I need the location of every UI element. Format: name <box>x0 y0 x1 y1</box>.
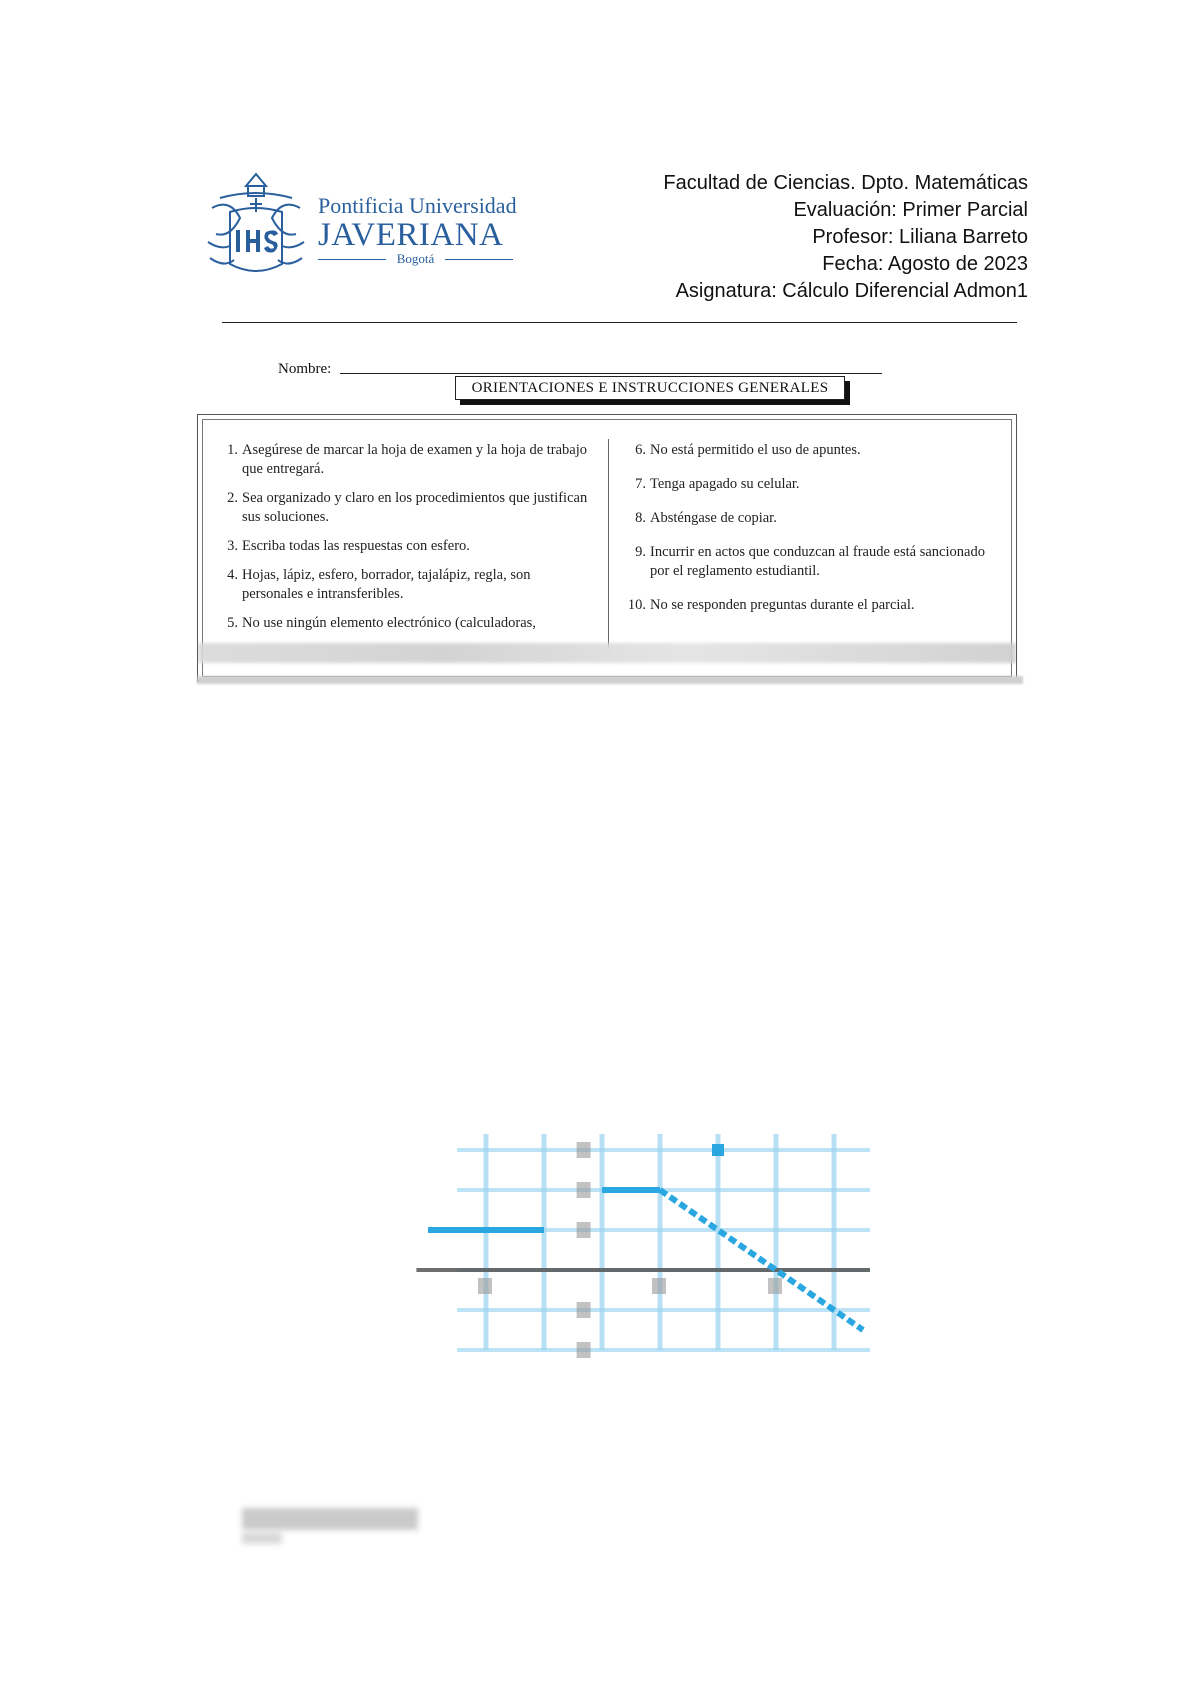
x-tick-label <box>652 1278 666 1294</box>
instructions-box-shadow <box>197 676 1023 684</box>
instruction-number: 1. <box>227 442 238 458</box>
instruction-item <box>626 441 996 460</box>
university-logo <box>200 168 520 280</box>
instructions-box <box>197 414 1017 682</box>
instruction-text: Escriba todas las respuestas con esfero. <box>242 538 470 554</box>
logo-line-2: JAVERIANA <box>318 217 504 253</box>
instruction-number: 9. <box>635 544 646 560</box>
y-tick-label <box>577 1142 591 1158</box>
header-professor: Profesor: Liliana Barreto <box>812 226 1028 248</box>
y-tick-label <box>577 1342 591 1358</box>
instruction-item <box>218 489 588 527</box>
y-tick-label <box>577 1302 591 1318</box>
instruction-number: 6. <box>635 442 646 458</box>
instructions-column-divider <box>608 439 609 649</box>
y-tick-label <box>577 1182 591 1198</box>
instruction-item <box>218 614 588 633</box>
header-subject: Asignatura: Cálculo Diferencial Admon1 <box>675 280 1028 302</box>
blurred-caption-sub <box>242 1532 282 1544</box>
instruction-item <box>626 543 996 581</box>
y-tick-label <box>577 1222 591 1238</box>
instruction-item <box>218 441 588 479</box>
instruction-item <box>626 475 996 494</box>
instruction-text: Incurrir en actos que conduzcan al fraude está sancionado por el reglamento estudiantil. <box>650 544 985 579</box>
instruction-number: 5. <box>227 615 238 631</box>
nombre-label: Nombre: <box>278 361 332 377</box>
graph-point <box>712 1144 724 1156</box>
instruction-text: No se responden preguntas durante el parcial. <box>650 597 915 613</box>
instruction-item <box>218 537 588 556</box>
instruction-number: 8. <box>635 510 646 526</box>
logo-line-1: Pontificia Universidad <box>318 193 517 218</box>
function-graph <box>270 1080 870 1460</box>
instructions-title: ORIENTACIONES E INSTRUCCIONES GENERALES <box>455 376 845 400</box>
instruction-item <box>626 509 996 528</box>
instructions-right-column <box>626 441 996 630</box>
instruction-number: 4. <box>227 567 238 583</box>
x-tick-label <box>478 1278 492 1294</box>
blurred-instruction-row <box>198 643 1016 663</box>
header-divider <box>222 322 1017 323</box>
instructions-left-column <box>218 441 588 643</box>
instruction-text: Asegúrese de marcar la hoja de examen y la hoja de trabajo que entregará. <box>242 442 588 477</box>
header-info <box>663 170 1028 305</box>
x-tick-label <box>768 1278 782 1294</box>
instruction-number: 7. <box>635 476 646 492</box>
instruction-text: No está permitido el uso de apuntes. <box>650 442 861 458</box>
instruction-item <box>218 566 588 604</box>
nombre-field[interactable] <box>340 373 882 374</box>
logo-line-3: Bogotá <box>318 252 513 266</box>
instruction-text: Sea organizado y claro en los procedimientos que justifican sus soluciones. <box>242 490 588 525</box>
crest-icon <box>200 168 312 280</box>
blurred-caption <box>242 1508 418 1530</box>
instruction-item <box>626 596 996 615</box>
header-date: Fecha: Agosto de 2023 <box>822 253 1028 275</box>
instruction-text: Tenga apagado su celular. <box>650 476 800 492</box>
instruction-text: Absténgase de copiar. <box>650 510 777 526</box>
instruction-text: No use ningún elemento electrónico (calculadoras, <box>242 615 536 631</box>
instruction-number: 3. <box>227 538 238 554</box>
header-evaluation: Evaluación: Primer Parcial <box>793 199 1028 221</box>
logo-wordmark <box>318 194 517 266</box>
instruction-text: Hojas, lápiz, esfero, borrador, tajalápiz, regla, son personales e intransferibles. <box>242 567 531 602</box>
instruction-number: 2. <box>227 490 238 506</box>
instruction-number: 10. <box>627 597 646 613</box>
header-faculty: Facultad de Ciencias. Dpto. Matemáticas <box>663 172 1028 194</box>
